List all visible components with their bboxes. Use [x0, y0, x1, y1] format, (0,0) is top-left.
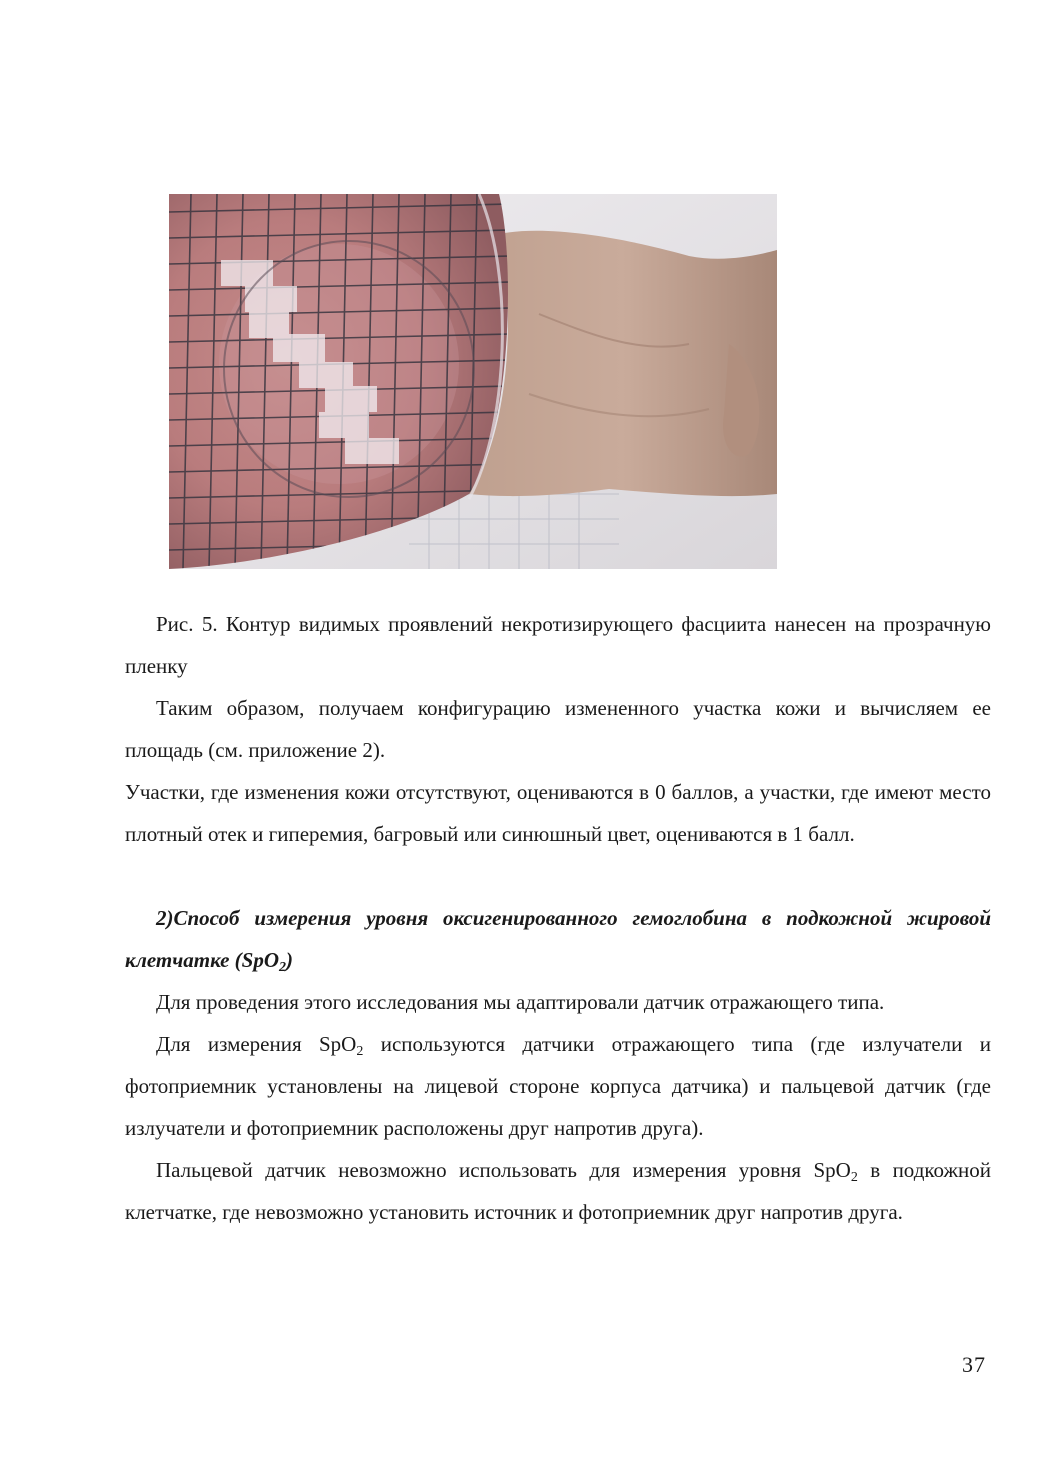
paragraph-2: Участки, где изменения кожи отсутствуют, оцениваются в 0 баллов, а участки, где имеют место плотный отек и гиперемия, багровый или синюшный цвет, оцениваются в 1 балл. — [125, 780, 991, 846]
section-heading — [125, 897, 991, 981]
paragraph-5-subscript: 2 — [850, 1170, 858, 1185]
paragraph-5-end: в подкожной клетчатке, где невозможно установить источник и фотоприемник друг напротив друга. — [125, 1158, 991, 1224]
paragraph-4-start: Для измерения SpO — [156, 1032, 357, 1056]
figure-photo — [169, 194, 777, 569]
skin-contour-photo-icon — [169, 194, 777, 569]
paragraph-5-start: Пальцевой датчик невозможно использовать для измерения уровня SpO — [156, 1158, 851, 1182]
figure-caption: Рис. 5. Контур видимых проявлений некротизирующего фасциита нанесен на прозрачную пленку — [125, 612, 991, 678]
paragraph-4-end: используются датчики отражающего типа (где излучатели и фотоприемник установлены на лицевой стороне корпуса датчика) и пальцевой датчик (где излучатели и фотоприемник расположены друг напротив друга). — [125, 1032, 991, 1140]
paragraph-1: Таким образом, получаем конфигурацию измененного участка кожи и вычисляем ее площадь (см. приложение 2). — [125, 696, 991, 762]
section-gap — [125, 855, 991, 897]
paragraph-5 — [125, 1149, 991, 1233]
paragraph-4 — [125, 1023, 991, 1149]
page-body — [125, 603, 991, 1233]
heading-text: 2)Способ измерения уровня оксигенированного гемоглобина в подкожной жировой клетчатке (SpO — [125, 906, 991, 972]
page-number: 37 — [962, 1352, 986, 1377]
paragraph-3: Для проведения этого исследования мы адаптировали датчик отражающего типа. — [156, 990, 885, 1014]
paragraph-4-subscript: 2 — [356, 1044, 364, 1059]
heading-subscript: 2 — [279, 960, 287, 975]
heading-text-end: ) — [286, 948, 294, 972]
